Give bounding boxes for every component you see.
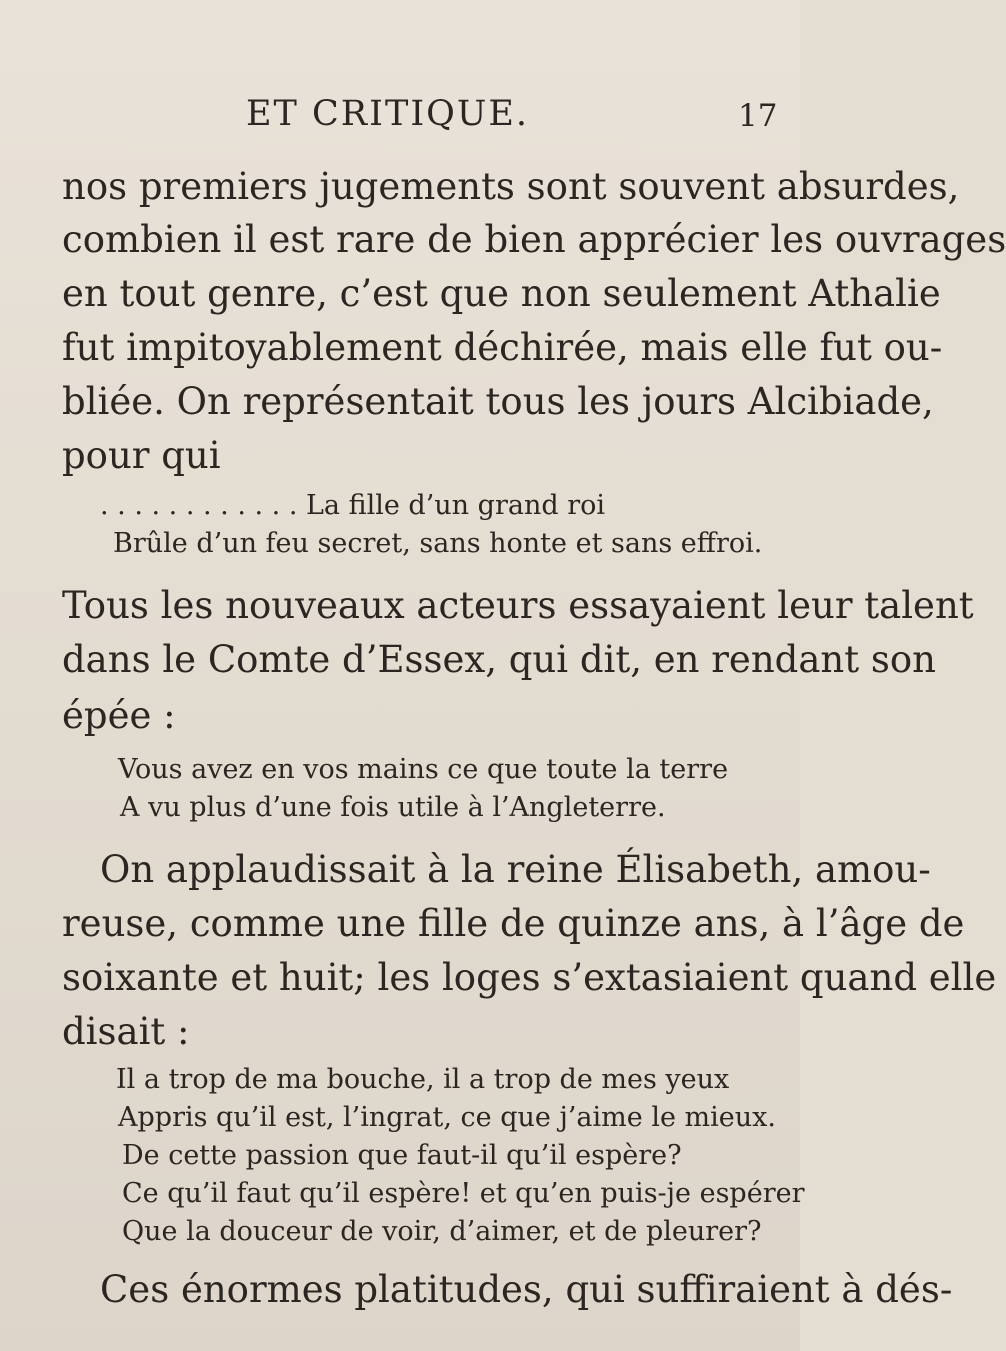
- text-line: nos premiers jugements sont souvent absurdes,: [62, 165, 960, 208]
- text-line: bliée. On représentait tous les jours Alcibiade,: [62, 380, 934, 423]
- verse-line: Il a trop de ma bouche, il a trop de mes yeux: [116, 1064, 730, 1095]
- text-line: épée :: [62, 694, 176, 737]
- text-line: combien il est rare de bien apprécier les ouvrages: [62, 218, 1006, 261]
- text-line: Tous les nouveaux acteurs essayaient leur talent: [62, 584, 974, 627]
- text-line: soixante et huit; les loges s’extasiaient quand elle: [62, 956, 997, 999]
- text-line: pour qui: [62, 434, 221, 477]
- text-line: dans le Comte d’Essex, qui dit, en rendant son: [62, 638, 936, 681]
- verse-line: Vous avez en vos mains ce que toute la terre: [118, 754, 729, 785]
- text-line: reuse, comme une fille de quinze ans, à l’âge de: [62, 902, 965, 945]
- text-line: disait :: [62, 1010, 190, 1053]
- text-line: On applaudissait à la reine Élisabeth, amou-: [100, 848, 931, 891]
- verse-line: Brûle d’un feu secret, sans honte et sans effroi.: [113, 528, 763, 559]
- verse-line: Appris qu’il est, l’ingrat, ce que j’aime le mieux.: [118, 1102, 776, 1133]
- verse-line: A vu plus d’une fois utile à l’Angleterre.: [120, 792, 666, 823]
- text-line: fut impitoyablement déchirée, mais elle fut ou-: [62, 326, 943, 369]
- verse-line: De cette passion que faut-il qu’il espère?: [122, 1140, 682, 1171]
- running-head-title: ET CRITIQUE.: [246, 94, 530, 134]
- verse-line: . . . . . . . . . . . . La fille d’un grand roi: [100, 490, 605, 521]
- page-number: 17: [738, 98, 778, 134]
- verse-line: Ce qu’il faut qu’il espère! et qu’en puis-je espérer: [122, 1178, 805, 1209]
- text-line: Ces énormes platitudes, qui suffiraient à dés-: [100, 1268, 953, 1311]
- verse-line: Que la douceur de voir, d’aimer, et de pleurer?: [122, 1216, 762, 1247]
- running-head: [0, 94, 800, 154]
- text-line: en tout genre, c’est que non seulement Athalie: [62, 272, 941, 315]
